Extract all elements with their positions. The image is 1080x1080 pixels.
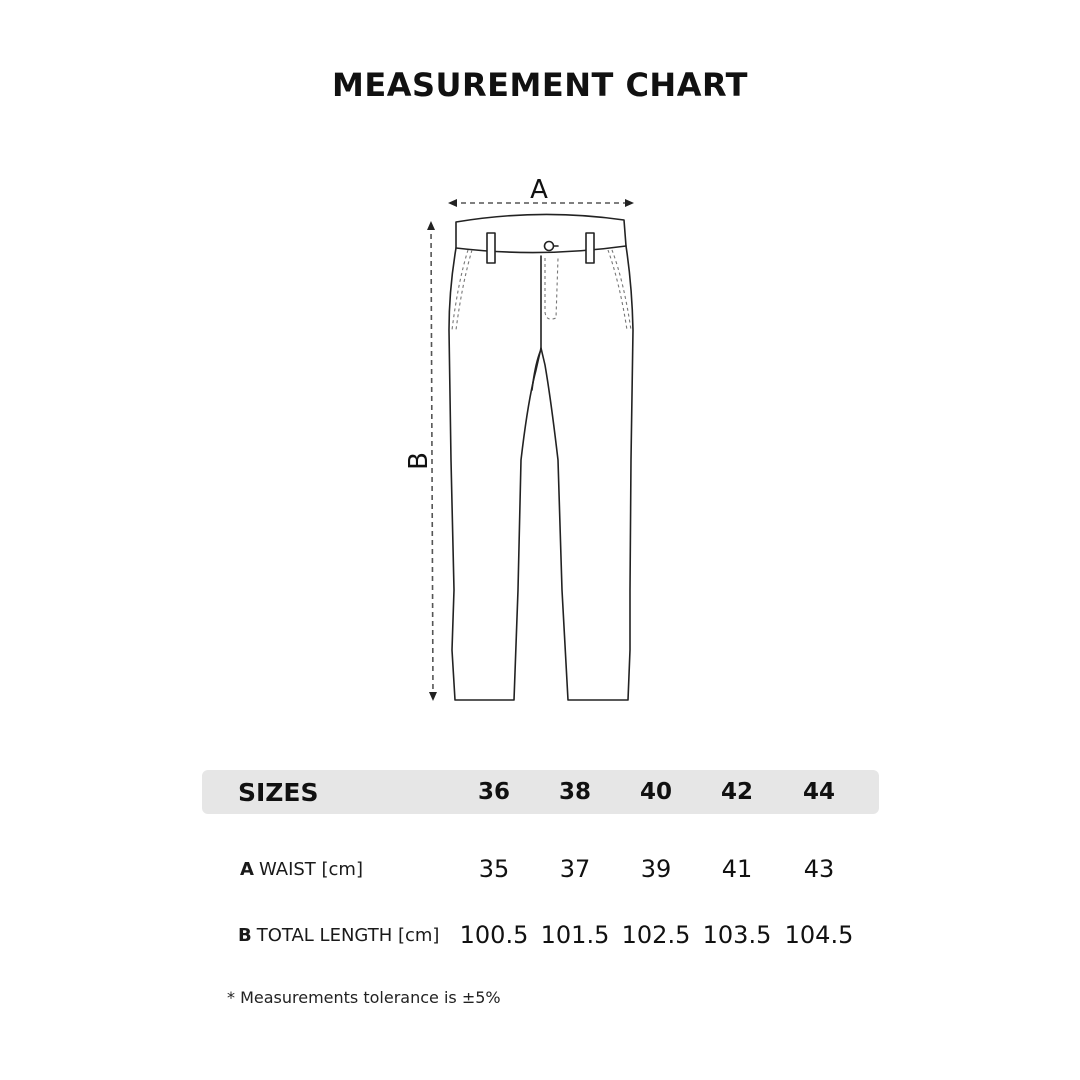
length-value-38: 101.5 xyxy=(540,921,610,949)
tolerance-note: * Measurements tolerance is ±5% xyxy=(227,988,501,1007)
dimension-a-label: A xyxy=(530,175,548,205)
sizes-header-label: SIZES xyxy=(238,777,319,807)
waist-value-38: 37 xyxy=(559,855,591,883)
size-table xyxy=(202,770,879,968)
table-header-row xyxy=(202,770,879,814)
length-value-44: 104.5 xyxy=(784,921,854,949)
trousers-icon xyxy=(449,214,633,700)
table-row-total-length xyxy=(202,902,879,968)
length-value-36: 100.5 xyxy=(459,921,529,949)
page-title: MEASUREMENT CHART xyxy=(331,66,748,104)
waist-value-44: 43 xyxy=(803,855,835,883)
size-header-44: 44 xyxy=(802,779,835,805)
length-row-text: TOTAL LENGTH [cm] xyxy=(256,924,440,946)
waist-value-42: 41 xyxy=(721,855,753,883)
length-row-letter: B xyxy=(238,924,252,946)
trousers-diagram xyxy=(380,160,660,720)
size-header-38: 38 xyxy=(558,779,591,805)
waist-row-label xyxy=(240,836,363,902)
waist-row-text: WAIST [cm] xyxy=(258,858,363,880)
waist-value-36: 35 xyxy=(478,855,510,883)
size-header-36: 36 xyxy=(477,779,510,805)
size-header-40: 40 xyxy=(639,779,672,805)
waist-value-40: 39 xyxy=(640,855,672,883)
length-value-40: 102.5 xyxy=(621,921,691,949)
dimension-b-label: B xyxy=(404,452,434,470)
waist-row-letter: A xyxy=(240,858,254,880)
length-value-42: 103.5 xyxy=(702,921,772,949)
size-header-42: 42 xyxy=(720,779,753,805)
table-row-waist xyxy=(202,836,879,902)
length-row-label xyxy=(238,902,439,968)
